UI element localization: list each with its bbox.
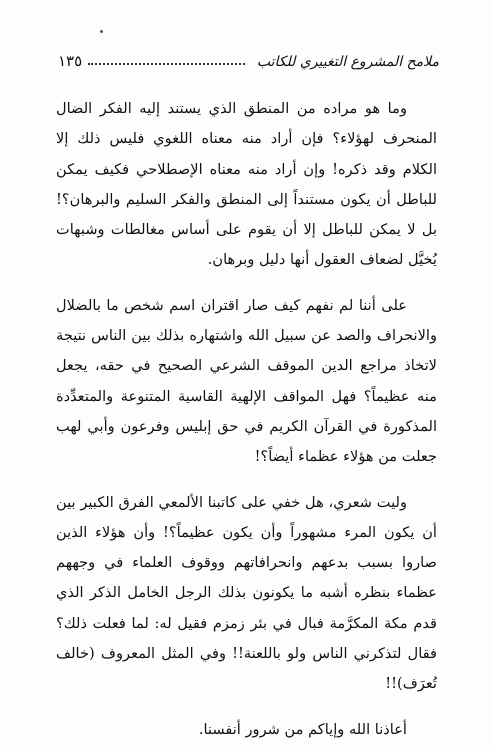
text-line: أساس مغالطات وشبهات يُخيَّل لضعاف العقول أنها دليل وبرهان. [56, 221, 437, 269]
paragraph-3 [56, 488, 437, 700]
text-line: لهؤلاء؟ فإن أراد منه معناه اللغوي فليس ذلك إلا الكلام وقد ذكره! وإن [56, 130, 437, 178]
paragraph-2 [56, 291, 437, 473]
page-number: ١٣٥ [58, 52, 83, 70]
running-header [58, 42, 439, 70]
text-line: أراد منه معناه الإصطلاحي فكيف يمكن للباطل أن يكون مستنداً إلى [56, 160, 438, 208]
body-text [56, 94, 437, 745]
running-title: ملامح المشروع التغييري للكاتب [256, 54, 439, 70]
text-line: أعاذنا الله وإياكم من شرور أنفسنا. [198, 720, 407, 738]
text-line: والانحراف والصد عن سبيل الله واشتهاره بذلك بين الناس نتيجة لاتخاذ [56, 327, 438, 375]
text-line: بدعهم وانحرافاتهم ووقوف العلماء في وجههم عظماء بنظره أشبه ما [56, 554, 437, 602]
paragraph-1 [56, 94, 437, 276]
text-line: زمزم فقيل له: لما فعلت ذلك؟ فقال لتذكرني الناس ولو باللعنة!! وفي [56, 614, 437, 663]
scan-speck [100, 30, 103, 33]
text-line: وليت شعري، هل خفي على كاتبنا الألمعي الفرق الكبير بين أن [56, 493, 437, 541]
text-line: يكونون بذلك الرجل الخامل الذكر الذي قدم مكة المكرَّمة فبال في بئر [56, 584, 437, 632]
leader-dots [88, 62, 245, 65]
text-line: على أننا لم نفهم كيف صار اقتران اسم شخص ما بالضلال [56, 296, 407, 314]
text-line: الكريم في حق إبليس وفرعون وأبي لهب جعلت من هؤلاء عظماء [56, 417, 437, 466]
text-line: فهل المواقف الإلهية القاسية المتنوعة والمتعدِّدة المذكورة في القرآن [56, 387, 438, 435]
paragraph-4 [56, 715, 437, 745]
text-line: يكون المرء مشهوراً وأن يكون عظيماً؟! وأن هؤلاء الذين صاروا بسبب [56, 523, 438, 572]
text-line: المنطق والفكر السليم والبرهان؟! بل لا يمكن للباطل إلا أن يقوم على [56, 190, 438, 239]
text-line: أيضاً؟! [254, 448, 294, 466]
text-line: مراجع الدين الموقف الشرعي الصحيح في حقه، يجعل منه عظيماً؟ [56, 357, 438, 405]
text-line: المثل المعروف (خالف تُعرَف)!! [56, 645, 437, 693]
text-line: وما هو مراده من المنطق الذي يستند إليه الفكر الضال المنحرف [56, 100, 437, 148]
